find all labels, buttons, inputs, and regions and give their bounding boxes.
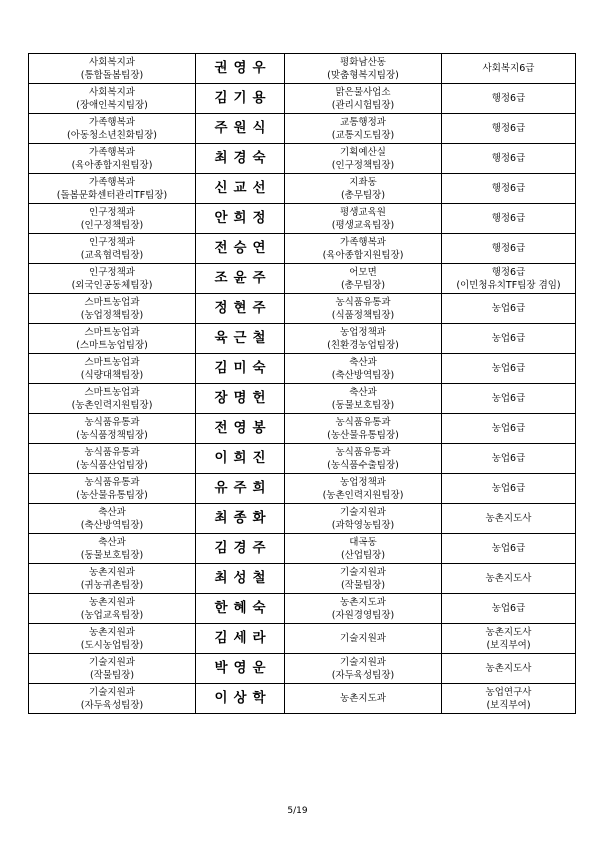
name-cell (196, 654, 285, 684)
current-post-line: (외국인공동체팀장) (71, 279, 153, 291)
table-row (29, 384, 576, 414)
new-post-line: 지좌동 (349, 176, 377, 188)
rank-line: 농업6급 (491, 543, 526, 554)
person-name: 김경주 (214, 539, 272, 556)
current-post-cell (29, 654, 196, 684)
rank-cell (442, 114, 576, 144)
new-post-line: 평화남산동 (340, 56, 386, 68)
person-name: 조윤주 (214, 269, 272, 286)
name-cell (196, 354, 285, 384)
person-name: 전영봉 (214, 419, 272, 436)
rank-line: 행정6급 (491, 183, 526, 194)
rank-line: 농업연구사 (485, 686, 532, 698)
current-post-cell (29, 384, 196, 414)
current-post-line: 인구정책과 (89, 266, 135, 278)
person-name: 권영우 (214, 59, 272, 76)
new-post-cell (285, 504, 442, 534)
table-row (29, 84, 576, 114)
current-post-cell (29, 294, 196, 324)
new-post-line: 기획예산실 (340, 146, 386, 158)
current-post-line: (돌봄문화센터관리TF팀장) (56, 189, 168, 201)
person-name: 최성철 (214, 569, 272, 586)
rank-cell (442, 144, 576, 174)
new-post-line: 농식품유통과 (335, 296, 391, 308)
person-name: 정현주 (214, 299, 272, 316)
table-row (29, 354, 576, 384)
rank-line: 농업6급 (491, 363, 526, 374)
new-post-line: 농식품유통과 (335, 416, 391, 428)
new-post-cell (285, 384, 442, 414)
new-post-cell (285, 84, 442, 114)
rank-line: 농업6급 (491, 603, 526, 614)
table-row (29, 114, 576, 144)
new-post-line: (총무팀장) (340, 279, 386, 291)
new-post-line: 평생교육원 (340, 206, 386, 218)
table-row (29, 174, 576, 204)
new-post-line: (자원경영팀장) (331, 609, 395, 621)
rank-cell (442, 504, 576, 534)
table-row (29, 204, 576, 234)
table-row (29, 444, 576, 474)
new-post-cell (285, 324, 442, 354)
name-cell (196, 594, 285, 624)
new-post-line: 대곡동 (349, 536, 377, 548)
new-post-line: (농산물유통팀장) (327, 429, 399, 441)
rank-line: 농업6급 (491, 303, 526, 314)
person-name: 전승연 (214, 239, 272, 256)
new-post-line: (축산방역팀장) (331, 369, 395, 381)
current-post-line: (인구정책팀장) (80, 219, 144, 231)
current-post-cell (29, 204, 196, 234)
name-cell (196, 444, 285, 474)
new-post-line: (평생교육팀장) (331, 219, 395, 231)
rank-cell (442, 294, 576, 324)
table-row (29, 534, 576, 564)
current-post-cell (29, 234, 196, 264)
current-post-line: 사회복지과 (89, 86, 135, 98)
current-post-cell (29, 624, 196, 654)
new-post-cell (285, 204, 442, 234)
current-post-line: 축산과 (98, 506, 126, 518)
person-name: 안희정 (214, 209, 272, 226)
rank-line: 행정6급 (491, 213, 526, 224)
current-post-line: 농촌지원과 (89, 566, 135, 578)
new-post-line: 기술지원과 (340, 633, 386, 644)
current-post-line: (동물보호팀장) (80, 549, 144, 561)
new-post-line: 어모면 (349, 266, 377, 278)
current-post-line: (농식품산업팀장) (76, 459, 148, 471)
rank-line: (이민청유치TF팀장 겸임) (456, 279, 561, 291)
table-row (29, 504, 576, 534)
new-post-line: 축산과 (349, 386, 377, 398)
name-cell (196, 414, 285, 444)
current-post-cell (29, 414, 196, 444)
table-row (29, 264, 576, 294)
current-post-line: 가족행복과 (89, 146, 135, 158)
new-post-line: (맞춤형복지팀장) (327, 69, 399, 81)
new-post-cell (285, 444, 442, 474)
person-name: 육근철 (214, 329, 272, 346)
new-post-cell (285, 234, 442, 264)
current-post-line: (자두육성팀장) (80, 699, 144, 711)
rank-line: 농업6급 (491, 483, 526, 494)
current-post-line: 농식품유통과 (84, 416, 140, 428)
new-post-cell (285, 264, 442, 294)
new-post-cell (285, 594, 442, 624)
current-post-line: (도시농업팀장) (80, 639, 144, 651)
person-name: 박영운 (214, 659, 272, 676)
rank-cell (442, 594, 576, 624)
person-name: 김기용 (214, 89, 272, 106)
new-post-cell (285, 114, 442, 144)
name-cell (196, 114, 285, 144)
current-post-line: (농업교육팀장) (80, 609, 144, 621)
new-post-cell (285, 564, 442, 594)
rank-cell (442, 684, 576, 714)
rank-cell (442, 564, 576, 594)
rank-line: 행정6급 (491, 153, 526, 164)
current-post-line: 인구정책과 (89, 236, 135, 248)
personnel-table-body (29, 54, 576, 714)
rank-cell (442, 54, 576, 84)
current-post-line: 농촌지원과 (89, 626, 135, 638)
name-cell (196, 144, 285, 174)
current-post-cell (29, 684, 196, 714)
rank-line: 농촌지도사 (485, 626, 532, 638)
new-post-cell (285, 414, 442, 444)
person-name: 이상학 (214, 689, 272, 706)
current-post-line: 농식품유통과 (84, 446, 140, 458)
new-post-cell (285, 474, 442, 504)
name-cell (196, 264, 285, 294)
rank-cell (442, 534, 576, 564)
rank-cell (442, 174, 576, 204)
table-row (29, 144, 576, 174)
current-post-cell (29, 504, 196, 534)
new-post-line: (농촌인력지원팀장) (322, 489, 404, 501)
person-name: 최경숙 (214, 149, 272, 166)
name-cell (196, 624, 285, 654)
rank-line: 농업6급 (491, 453, 526, 464)
current-post-line: (귀농귀촌팀장) (80, 579, 144, 591)
new-post-line: 농촌지도과 (340, 693, 386, 704)
name-cell (196, 564, 285, 594)
rank-line: 행정6급 (491, 266, 526, 278)
rank-cell (442, 624, 576, 654)
person-name: 유주희 (214, 479, 272, 496)
current-post-line: 농식품유통과 (84, 476, 140, 488)
new-post-line: 농식품유통과 (335, 446, 391, 458)
rank-line: 농촌지도사 (485, 513, 532, 524)
new-post-cell (285, 534, 442, 564)
new-post-line: (자두육성팀장) (331, 669, 395, 681)
current-post-line: 축산과 (98, 536, 126, 548)
new-post-line: (교통지도팀장) (331, 129, 395, 141)
current-post-line: (농산물유통팀장) (76, 489, 148, 501)
current-post-cell (29, 84, 196, 114)
new-post-line: (식품정책팀장) (331, 309, 395, 321)
current-post-cell (29, 324, 196, 354)
rank-line: 행정6급 (491, 123, 526, 134)
current-post-line: (통합돌봄팀장) (80, 69, 144, 81)
current-post-line: (식량대책팀장) (80, 369, 144, 381)
name-cell (196, 84, 285, 114)
new-post-line: (육아종합지원팀장) (322, 249, 404, 261)
person-name: 이희진 (214, 449, 272, 466)
new-post-cell (285, 624, 442, 654)
rank-cell (442, 264, 576, 294)
rank-line: 농업6급 (491, 393, 526, 404)
rank-cell (442, 354, 576, 384)
table-row (29, 624, 576, 654)
table-row (29, 234, 576, 264)
new-post-line: 농업정책과 (340, 476, 386, 488)
person-name: 한혜숙 (214, 599, 272, 616)
current-post-cell (29, 444, 196, 474)
current-post-line: 기술지원과 (89, 656, 135, 668)
name-cell (196, 204, 285, 234)
rank-line: 농업6급 (491, 333, 526, 344)
new-post-line: (과학영농팀장) (331, 519, 395, 531)
new-post-cell (285, 654, 442, 684)
new-post-line: (총무팀장) (340, 189, 386, 201)
current-post-cell (29, 564, 196, 594)
table-row (29, 324, 576, 354)
current-post-line: (스마트농업팀장) (76, 339, 148, 351)
rank-line: 행정6급 (491, 243, 526, 254)
name-cell (196, 324, 285, 354)
name-cell (196, 474, 285, 504)
name-cell (196, 174, 285, 204)
name-cell (196, 684, 285, 714)
current-post-cell (29, 174, 196, 204)
current-post-cell (29, 264, 196, 294)
rank-cell (442, 444, 576, 474)
person-name: 주원식 (214, 119, 272, 136)
current-post-line: (농촌인력지원팀장) (71, 399, 153, 411)
name-cell (196, 384, 285, 414)
current-post-cell (29, 114, 196, 144)
rank-line: 농업6급 (491, 423, 526, 434)
table-row (29, 684, 576, 714)
person-name: 신교선 (214, 179, 272, 196)
table-row (29, 594, 576, 624)
current-post-line: (축산방역팀장) (80, 519, 144, 531)
current-post-line: 기술지원과 (89, 686, 135, 698)
new-post-cell (285, 144, 442, 174)
current-post-line: (아동청소년친화팀장) (66, 129, 157, 141)
rank-line: 농촌지도사 (485, 663, 532, 674)
table-row (29, 54, 576, 84)
new-post-line: 교통행정과 (340, 116, 386, 128)
rank-line: 농촌지도사 (485, 573, 532, 584)
current-post-line: 스마트농업과 (84, 326, 140, 338)
current-post-line: (작물팀장) (89, 669, 135, 681)
rank-line: 행정6급 (491, 93, 526, 104)
rank-cell (442, 474, 576, 504)
current-post-line: (농식품정책팀장) (76, 429, 148, 441)
current-post-line: (육아종합지원팀장) (71, 159, 153, 171)
rank-line: 사회복지6급 (482, 63, 535, 74)
current-post-line: 사회복지과 (89, 56, 135, 68)
new-post-cell (285, 174, 442, 204)
rank-line: (보직부여) (486, 699, 531, 711)
current-post-line: (농업정책팀장) (80, 309, 144, 321)
new-post-line: (산업팀장) (340, 549, 386, 561)
new-post-line: 기술지원과 (340, 566, 386, 578)
rank-cell (442, 204, 576, 234)
rank-cell (442, 324, 576, 354)
name-cell (196, 294, 285, 324)
current-post-line: 농촌지원과 (89, 596, 135, 608)
rank-cell (442, 654, 576, 684)
rank-cell (442, 234, 576, 264)
new-post-line: (작물팀장) (340, 579, 386, 591)
current-post-line: 스마트농업과 (84, 386, 140, 398)
rank-line: (보직부여) (486, 639, 531, 651)
new-post-line: 맑은물사업소 (335, 86, 391, 98)
person-name: 장명헌 (214, 389, 272, 406)
current-post-line: 가족행복과 (89, 176, 135, 188)
rank-cell (442, 84, 576, 114)
name-cell (196, 234, 285, 264)
new-post-line: (인구정책팀장) (331, 159, 395, 171)
person-name: 최종화 (214, 509, 272, 526)
current-post-cell (29, 144, 196, 174)
new-post-line: 가족행복과 (340, 236, 386, 248)
table-row (29, 294, 576, 324)
new-post-line: 농촌지도과 (340, 596, 386, 608)
rank-cell (442, 384, 576, 414)
current-post-cell (29, 474, 196, 504)
current-post-line: 스마트농업과 (84, 356, 140, 368)
current-post-cell (29, 54, 196, 84)
new-post-cell (285, 354, 442, 384)
table-row (29, 654, 576, 684)
personnel-table (28, 53, 576, 714)
table-row (29, 474, 576, 504)
new-post-line: (농식품수출팀장) (327, 459, 399, 471)
current-post-cell (29, 594, 196, 624)
person-name: 김세라 (214, 629, 272, 646)
current-post-line: 스마트농업과 (84, 296, 140, 308)
new-post-line: 농업정책과 (340, 326, 386, 338)
table-row (29, 414, 576, 444)
person-name: 김미숙 (214, 359, 272, 376)
current-post-cell (29, 354, 196, 384)
name-cell (196, 504, 285, 534)
new-post-line: (관리시험팀장) (331, 99, 395, 111)
new-post-line: 기술지원과 (340, 656, 386, 668)
new-post-cell (285, 684, 442, 714)
current-post-line: 가족행복과 (89, 116, 135, 128)
page-number: 5/19 (287, 806, 308, 816)
current-post-line: 인구정책과 (89, 206, 135, 218)
name-cell (196, 534, 285, 564)
current-post-line: (장애인복지팀장) (76, 99, 148, 111)
new-post-cell (285, 294, 442, 324)
new-post-line: 기술지원과 (340, 506, 386, 518)
new-post-cell (285, 54, 442, 84)
table-row (29, 564, 576, 594)
new-post-line: 축산과 (349, 356, 377, 368)
new-post-line: (친환경농업팀장) (327, 339, 399, 351)
rank-cell (442, 414, 576, 444)
name-cell (196, 54, 285, 84)
new-post-line: (동물보호팀장) (331, 399, 395, 411)
current-post-line: (교육협력팀장) (80, 249, 144, 261)
current-post-cell (29, 534, 196, 564)
